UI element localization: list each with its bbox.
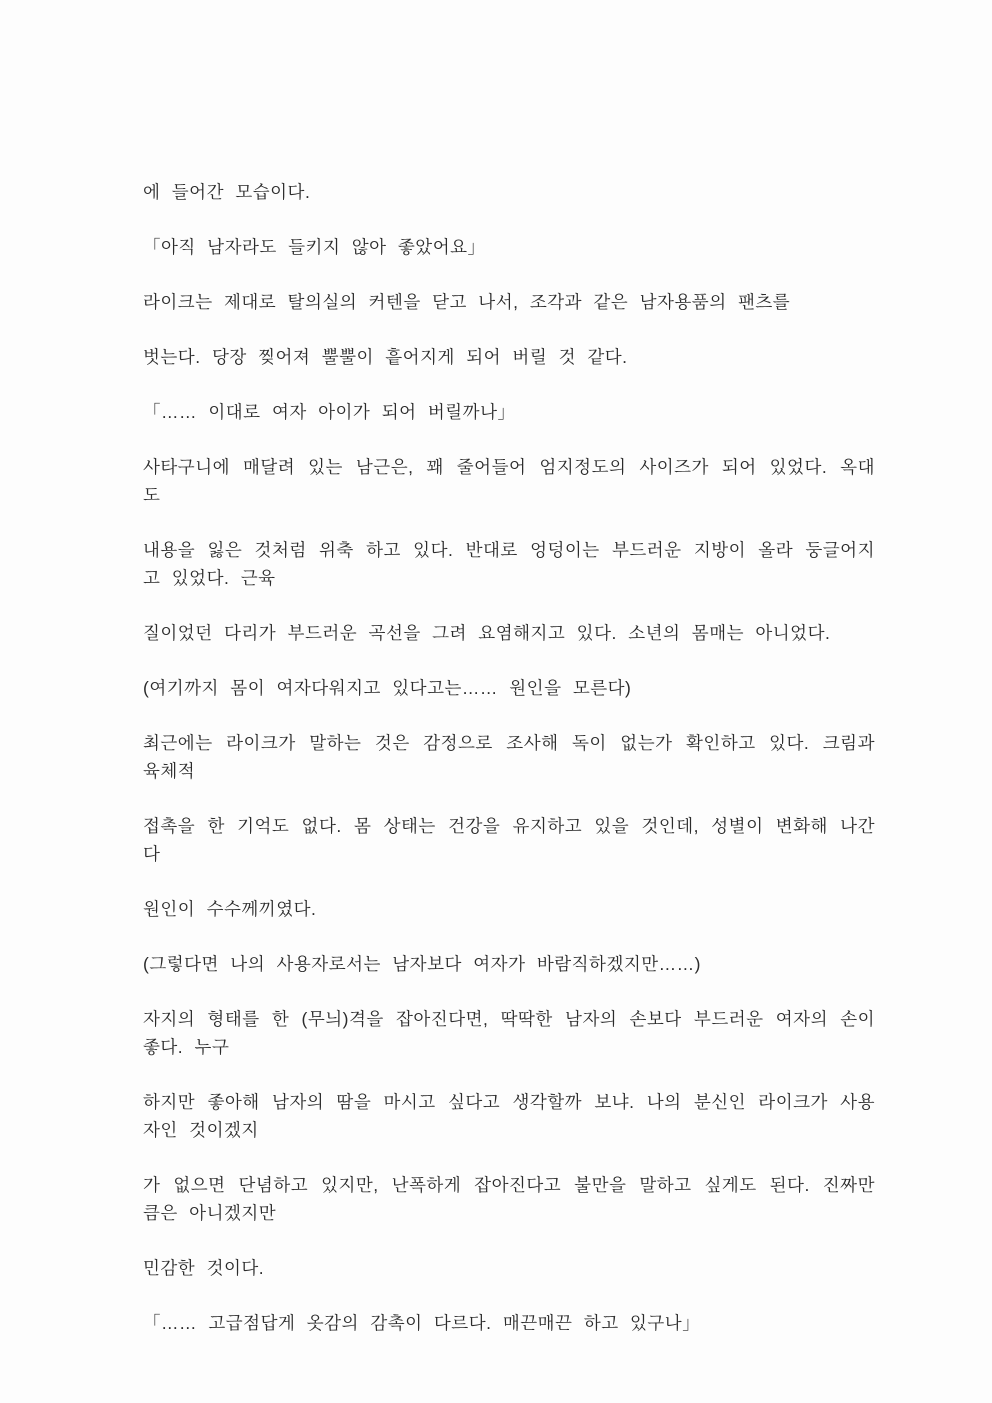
paragraph-3: 라이크는 제대로 탈의실의 커텐을 닫고 나서, 조각과 같은 남자용품의 팬츠를 [143, 292, 791, 312]
paragraph-9: (여기까지 몸이 여자다워지고 있다고는…… 원인을 모른다) [143, 678, 632, 698]
paragraph-8: 질이었던 다리가 부드러운 곡선을 그려 요염해지고 있다. 소년의 몸매는 아니었다. [143, 623, 831, 643]
paragraph-18: 「…… 고급점답게 옷감의 감촉이 다르다. 매끈매끈 하고 있구나」 [143, 1313, 701, 1333]
paragraph-12: 원인이 수수께끼였다. [143, 899, 317, 919]
paragraph-7: 내용을 잃은 것처럼 위축 하고 있다. 반대로 엉덩이는 부드러운 지방이 올라 둥글어지고 있었다. 근육 [143, 540, 875, 588]
paragraph-11: 접촉을 한 기억도 없다. 몸 상태는 건강을 유지하고 있을 것인데, 성별이 변화해 나간다 [143, 816, 875, 864]
paragraph-16: 가 없으면 단념하고 있지만, 난폭하게 잡아진다고 불만을 말하고 싶게도 된다. 진짜만큼은 아니겠지만 [143, 1175, 875, 1223]
paragraph-5: 「…… 이대로 여자 아이가 되어 버릴까나」 [143, 402, 516, 422]
paragraph-15: 하지만 좋아해 남자의 땀을 마시고 싶다고 생각할까 보냐. 나의 분신인 라이크가 사용자인 것이겠지 [143, 1092, 875, 1140]
document-body [143, 178, 875, 1337]
paragraph-6: 사타구니에 매달려 있는 남근은, 꽤 줄어들어 엄지정도의 사이즈가 되어 있었다. 옥대도 [143, 457, 875, 505]
paragraph-17: 민감한 것이다. [143, 1258, 265, 1278]
paragraph-14: 자지의 형태를 한 (무늬)격을 잡아진다면, 딱딱한 남자의 손보다 부드러운 여자의 손이 좋다. 누구 [143, 1009, 875, 1057]
paragraph-2: 「아직 남자라도 들키지 않아 좋았어요」 [143, 237, 486, 257]
paragraph-10: 최근에는 라이크가 말하는 것은 감정으로 조사해 독이 없는가 확인하고 있다. 크림과 육체적 [143, 733, 875, 781]
paragraph-4: 벗는다. 당장 찢어져 뿔뿔이 흩어지게 되어 버릴 것 같다. [143, 347, 628, 367]
paragraph-13: (그렇다면 나의 사용자로서는 남자보다 여자가 바람직하겠지만……) [143, 954, 701, 974]
paragraph-1: 에 들어간 모습이다. [143, 182, 311, 202]
